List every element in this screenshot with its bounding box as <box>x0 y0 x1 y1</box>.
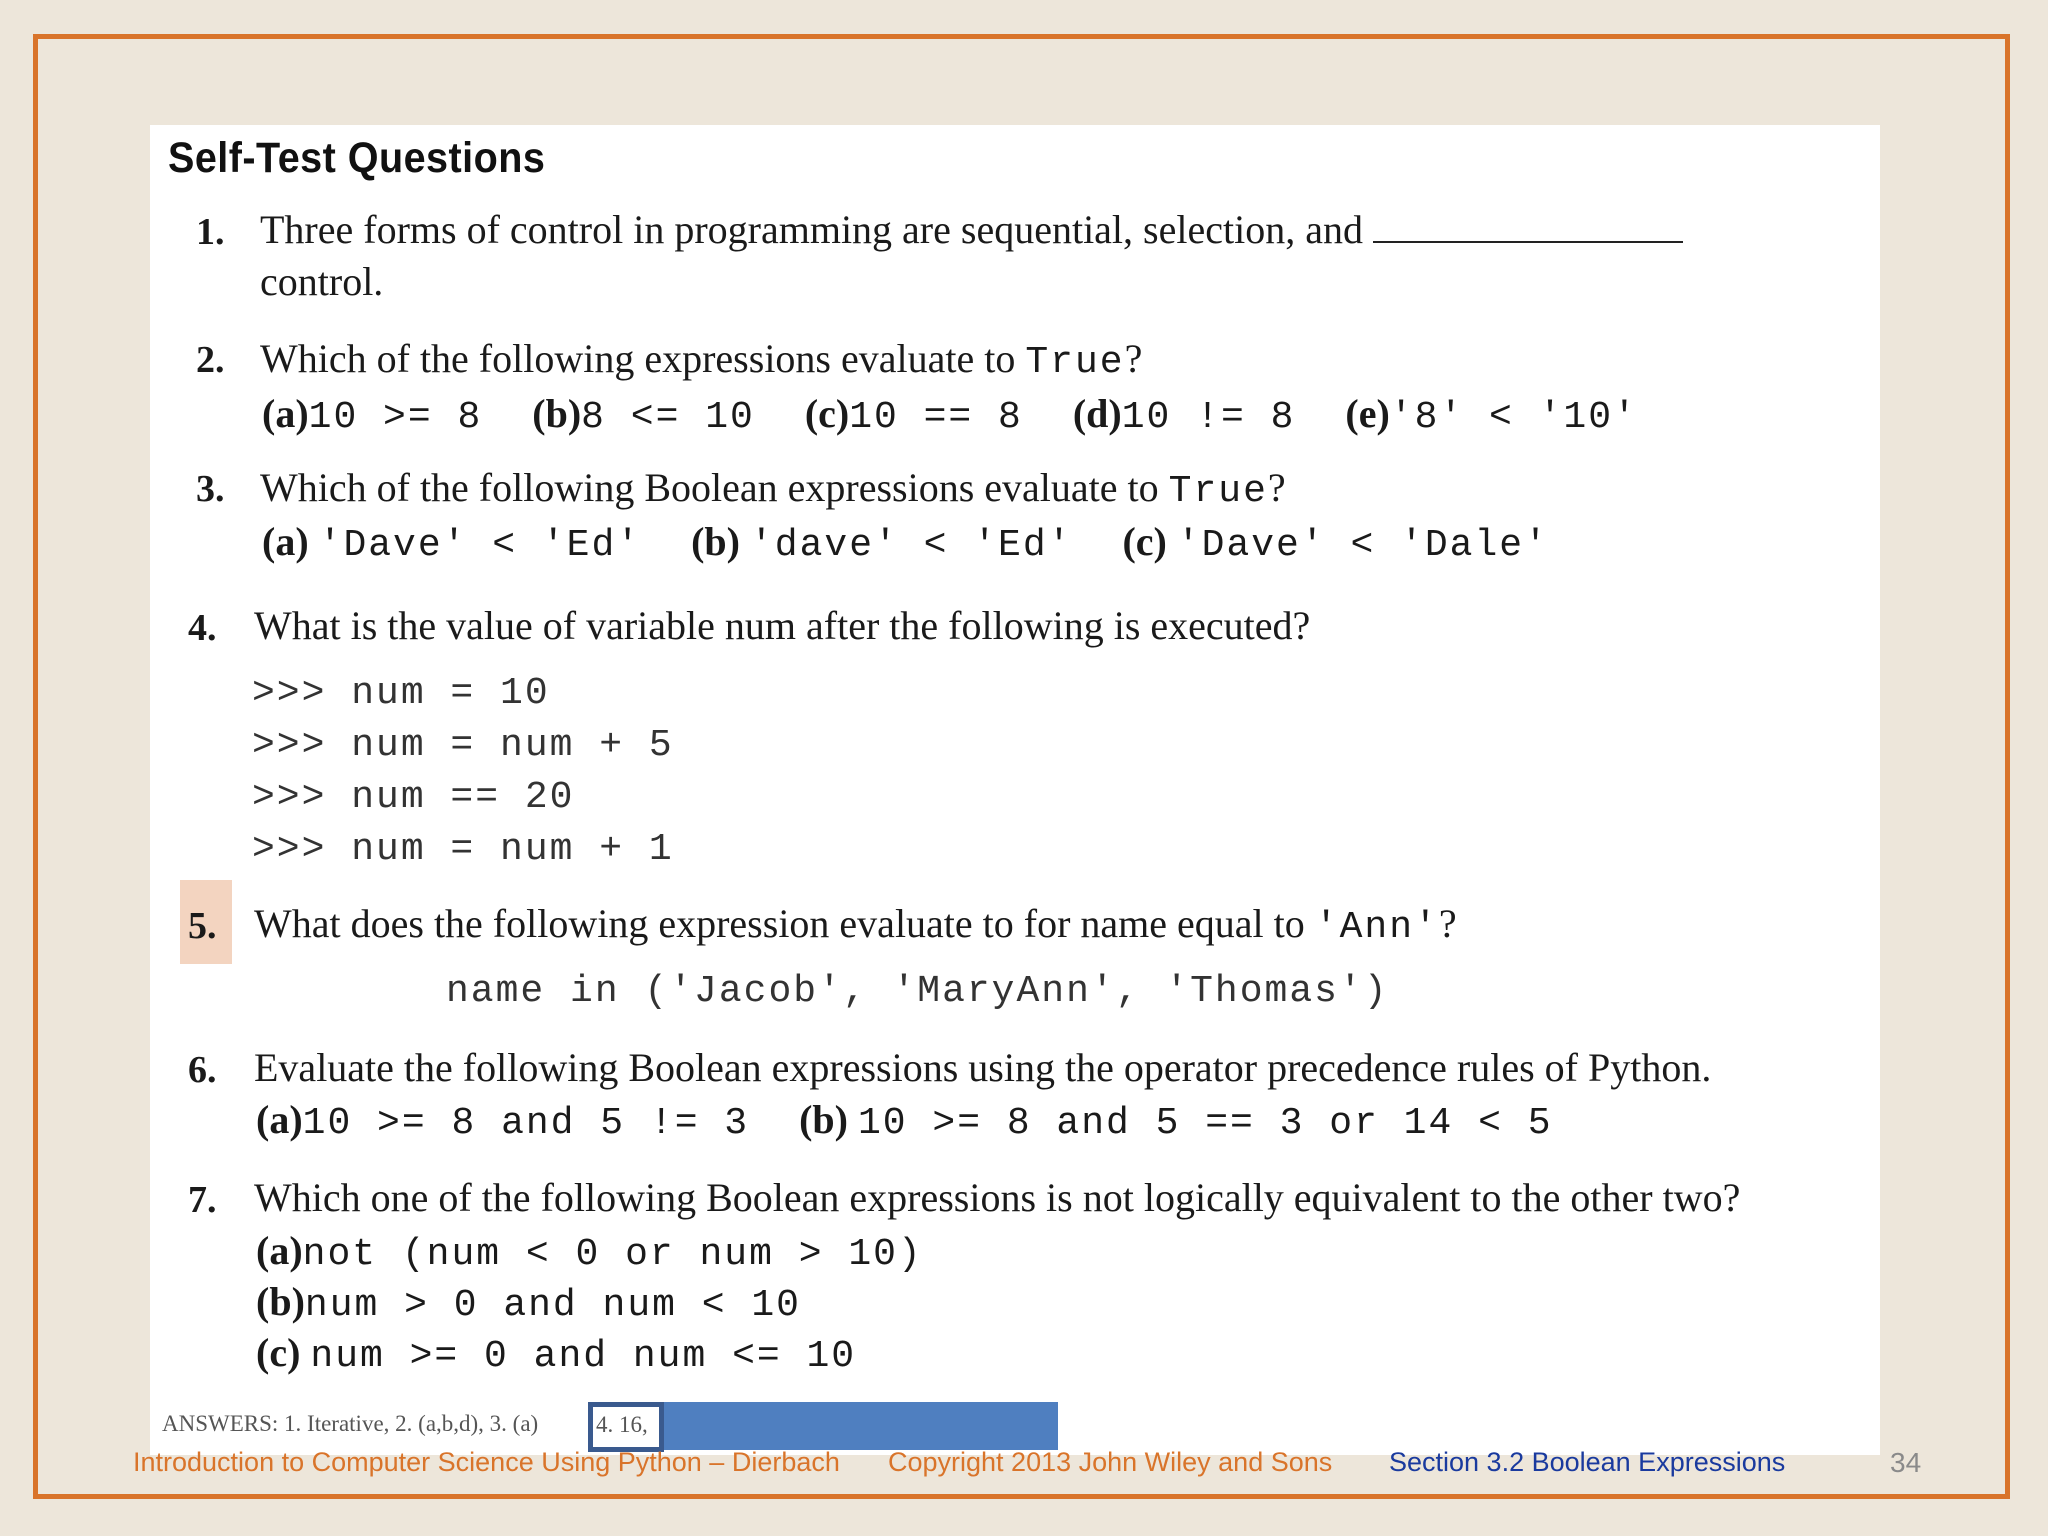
question-2-number: 2. <box>196 339 225 381</box>
question-7-option-b: (b)num > 0 and num < 10 <box>256 1279 801 1327</box>
footer-course-title: Introduction to Computer Science Using Python – Dierbach <box>133 1447 840 1477</box>
question-6-number: 6. <box>188 1049 217 1091</box>
code-line: >>> num = num + 1 <box>252 828 674 871</box>
question-3-number: 3. <box>196 468 225 510</box>
question-7-text: Which one of the following Boolean expressions is not logically equivalent to the other two? <box>254 1175 1741 1220</box>
question-5-expression: name in ('Jacob', 'MaryAnn', 'Thomas') <box>446 970 1389 1013</box>
answers-line: ANSWERS: 1. Iterative, 2. (a,b,d), 3. (a) <box>162 1411 539 1436</box>
question-6-text: Evaluate the following Boolean expressions using the operator precedence rules of Python. <box>254 1045 1712 1090</box>
question-6-options: (a)10 >= 8 and 5 != 3 (b) 10 >= 8 and 5 == 3 or 14 < 5 <box>256 1097 1553 1145</box>
slide-number: 34 <box>1890 1447 1922 1478</box>
answer-cover-bar <box>660 1402 1058 1450</box>
footer-section: Section 3.2 Boolean Expressions <box>1389 1447 1786 1477</box>
question-5-text: What does the following expression evaluate to for name equal to 'Ann'? <box>254 901 1457 949</box>
question-7-number: 7. <box>188 1179 217 1221</box>
code-line: >>> num = 10 <box>252 672 550 715</box>
question-7-option-a: (a)not (num < 0 or num > 10) <box>256 1228 923 1276</box>
question-3-options: (a) 'Dave' < 'Ed' (b) 'dave' < 'Ed' (c) 'Dave' < 'Dale' <box>262 519 1549 567</box>
footer-copyright: Copyright 2013 John Wiley and Sons <box>888 1447 1333 1477</box>
question-4-number: 4. <box>188 607 217 649</box>
question-1-text-cont: control. <box>260 259 384 304</box>
question-2-options: (a)10 >= 8 (b)8 <= 10 (c)10 == 8 (d)10 != 8 (e)'8' < '10' <box>262 391 1638 439</box>
answer-blank <box>1373 211 1683 243</box>
question-2-text: Which of the following expressions evaluate to True? <box>260 336 1143 384</box>
question-3-text: Which of the following Boolean expressions evaluate to True? <box>260 465 1286 513</box>
page-title: Self-Test Questions <box>168 134 546 182</box>
code-line: >>> num = num + 5 <box>252 724 674 767</box>
code-line: >>> num == 20 <box>252 776 575 819</box>
question-1-text: Three forms of control in programming are sequential, selection, and <box>260 204 1683 256</box>
question-4-text: What is the value of variable num after the following is executed? <box>254 603 1311 648</box>
answer-boxed-text: 4. 16, <box>596 1412 648 1437</box>
question-5-number: 5. <box>188 905 217 947</box>
question-1-number: 1. <box>196 211 225 253</box>
question-7-option-c: (c) num >= 0 and num <= 10 <box>256 1330 857 1378</box>
